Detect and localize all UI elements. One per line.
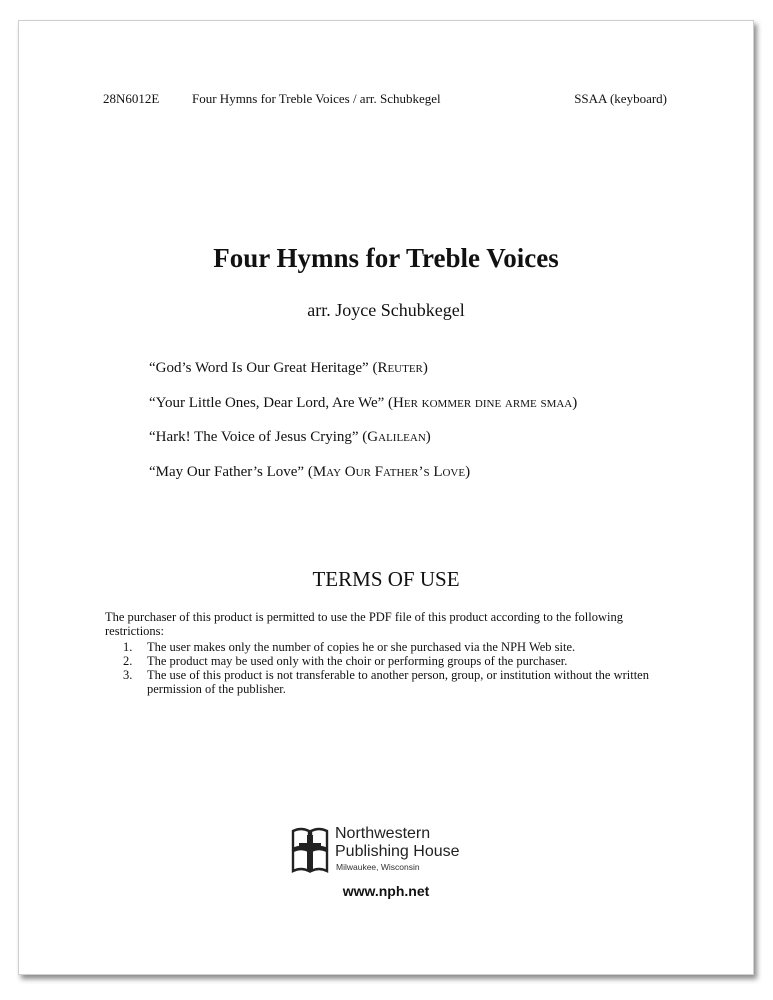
hymn-list <box>149 360 577 498</box>
nph-bible-cross-icon <box>291 825 329 875</box>
terms-item-text: The use of this product is not transferable to another person, group, or institution without the written permission of the publisher. <box>147 668 649 696</box>
terms-item <box>123 640 663 654</box>
terms-item-text: The product may be used only with the choir or performing groups of the purchaser. <box>147 654 568 668</box>
hymn-title: “May Our Father’s Love” <box>149 463 305 480</box>
terms-item <box>123 654 663 668</box>
hymn-title: “Your Little Ones, Dear Lord, Are We” <box>149 394 385 411</box>
hymn-tune: Her kommer dine arme smaa <box>393 394 573 411</box>
hymn-title: “God’s Word Is Our Great Heritage” <box>149 360 369 376</box>
terms-list <box>123 640 663 696</box>
hymn-tune: Galilean <box>367 429 426 445</box>
terms-item-number: 1. <box>123 640 133 654</box>
terms-intro: The purchaser of this product is permitted to use the PDF file of this product according to the following restrictions: <box>105 610 623 638</box>
publisher-name-block <box>335 825 460 873</box>
publisher-name-line2: Publishing House <box>335 843 460 860</box>
terms-heading: TERMS OF USE <box>312 567 460 591</box>
hymn-tune: May Our Father’s Love <box>312 463 466 480</box>
arranger: arr. Joyce Schubkegel <box>307 300 465 320</box>
hymn-title: “Hark! The Voice of Jesus Crying” <box>149 429 359 445</box>
hymn-tune: Reuter <box>377 360 423 376</box>
publisher-website: www.nph.net <box>342 883 430 899</box>
hymn-item: “May Our Father’s Love” (May Our Father’s Love) <box>149 463 471 480</box>
publisher-city: Milwaukee, Wisconsin <box>336 862 420 872</box>
terms-item-number: 3. <box>123 668 133 682</box>
header-voicing: SSAA (keyboard) <box>574 91 667 106</box>
hymn-item: “God’s Word Is Our Great Heritage” (Reuter) <box>149 360 428 376</box>
terms-item <box>123 668 663 696</box>
hymn-item: “Hark! The Voice of Jesus Crying” (Galilean) <box>149 429 431 445</box>
publisher-name-line1: Northwestern <box>335 825 431 842</box>
page-title: Four Hymns for Treble Voices <box>213 243 559 273</box>
header-product-code: 28N6012E <box>103 91 160 106</box>
terms-item-text: The user makes only the number of copies he or she purchased via the NPH Web site. <box>147 640 576 654</box>
terms-item-number: 2. <box>123 654 133 668</box>
publisher-logo <box>291 825 460 875</box>
header-title: Four Hymns for Treble Voices / arr. Schubkegel <box>192 91 441 106</box>
document-page <box>18 20 754 975</box>
hymn-item: “Your Little Ones, Dear Lord, Are We” (Her kommer dine arme smaa) <box>149 394 578 411</box>
